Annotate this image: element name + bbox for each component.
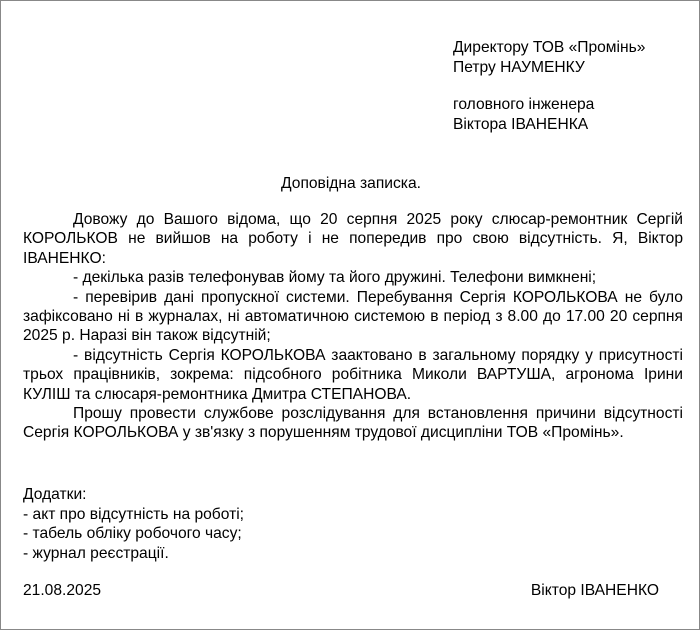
addressee-director-name: Петру НАУМЕНКУ [453, 59, 585, 76]
attachment-item: - акт про відсутність на роботі; [23, 505, 245, 523]
signature-name: Віктор ІВАНЕНКО [530, 582, 659, 599]
body-item-act: - відсутність Сергія КОРОЛЬКОВА заактовано в загальному порядку у присутності трьох працівників, зокрема: підсобного робітника Миколи ВАРТУША, агронома Ірини КУЛІШ та слюсаря-ремонтника Дмитра СТЕПАНОВА. [23, 346, 683, 403]
body-item-phone: - декілька разів телефонував йому та його дружині. Телефони вимкнені; [73, 269, 597, 287]
body-paragraph-request: Прошу провести службове розслідування для встановлення причини відсутності Сергія КОРОЛЬКОВА у зв'язку з порушенням трудової дисципліни ТОВ «Промінь». [23, 405, 683, 442]
attachments-heading: Додатки: [23, 486, 87, 503]
attachment-item: - табель обліку робочого часу; [23, 525, 242, 542]
addressee-block [453, 38, 645, 135]
body-item-access-system: - перевірив дані пропускної системи. Перебування Сергія КОРОЛЬКОВА не було зафіксовано ні в журналах, ні автоматичною системою в період з 8.00 до 17.00 20 серпня 2025 р. Наразі він також відсутній; [23, 288, 683, 345]
attachment-item: - журнал реєстрації. [23, 544, 169, 562]
document-title: Доповідна записка. [281, 175, 421, 192]
attachments-block [23, 485, 244, 563]
document-body [23, 210, 683, 443]
body-paragraph-intro: Довожу до Вашого відома, що 20 серпня 2025 року слюсар-ремонтник Сергій КОРОЛЬКОВ не вийшов на роботу і не попередив про свою відсутність. Я, Віктор ІВАНЕНКО: [23, 211, 683, 267]
document-date: 21.08.2025 [23, 582, 102, 599]
sender-position: головного інженера [453, 96, 595, 113]
sender-name: Віктора ІВАНЕНКА [453, 116, 589, 133]
addressee-director: Директору ТОВ «Промінь» [453, 39, 646, 56]
